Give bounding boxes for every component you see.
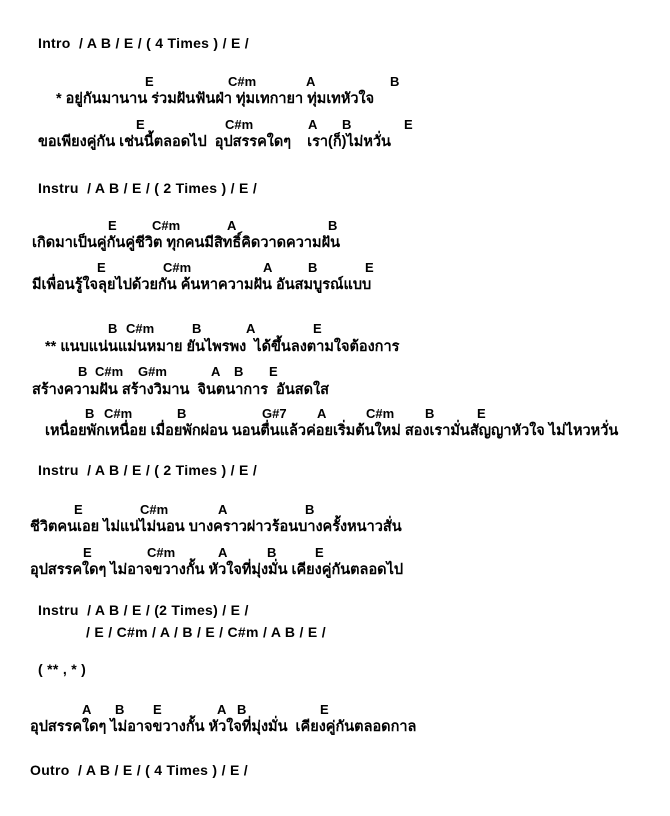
chord-line	[0, 322, 670, 338]
chord: B	[108, 321, 118, 336]
chord-line	[0, 75, 670, 91]
chord: E	[145, 74, 154, 89]
chord: E	[404, 117, 413, 132]
lyric-line: อุปสรรคใดๆ ไม่อาจขวางกั้น หัวใจที่มุ่งมั่น เคียงคู่กันตลอดกาล	[30, 719, 417, 735]
chord: E	[365, 260, 374, 275]
chord: B	[425, 406, 435, 421]
chord: B	[85, 406, 95, 421]
chord: A	[263, 260, 273, 275]
chord: A	[246, 321, 256, 336]
chord-line	[0, 407, 670, 423]
chord: E	[313, 321, 322, 336]
chord: B	[305, 502, 315, 517]
section-label: Instru / A B / E / ( 2 Times ) / E /	[38, 462, 258, 478]
lyric-line: เหนื่อยพักเหนื่อย เมื่อยพักผ่อน นอนตื่นแล้วค่อยเริ่มต้นใหม่ สองเรามั่นสัญญาหัวใจ ไม่ไหวหวั่น	[45, 423, 619, 439]
chord: E	[74, 502, 83, 517]
lyric-line: ขอเพียงคู่กัน เช่นนี้ตลอดไป อุปสรรคใดๆ เรา(ก็)ไม่หวั่น	[38, 134, 391, 150]
chord: B	[78, 364, 88, 379]
chord: G#7	[262, 406, 287, 421]
chord: C#m	[95, 364, 124, 379]
chord-line	[0, 703, 670, 719]
chord: E	[108, 218, 117, 233]
chord: A	[317, 406, 327, 421]
chord: A	[217, 702, 227, 717]
chord: E	[269, 364, 278, 379]
chord: C#m	[126, 321, 155, 336]
chord: B	[115, 702, 125, 717]
chord-line	[0, 219, 670, 235]
chord: E	[153, 702, 162, 717]
chord: B	[237, 702, 247, 717]
chord: E	[315, 545, 324, 560]
chord-line	[0, 118, 670, 134]
section-label: Instru / A B / E / ( 2 Times ) / E /	[38, 180, 258, 196]
chord: E	[97, 260, 106, 275]
chord: C#m	[152, 218, 181, 233]
section-label: Intro / A B / E / ( 4 Times ) / E /	[38, 35, 249, 51]
lyric-line: อุปสรรคใดๆ ไม่อาจขวางกั้น หัวใจที่มุ่งมั่น เคียงคู่กันตลอดไป	[30, 562, 404, 578]
chord: C#m	[147, 545, 176, 560]
lyric-line: * อยู่กันมานาน ร่วมฝันฟันฝ่า ทุ่มเทกายา ทุ่มเทหัวใจ	[56, 91, 375, 107]
lyric-line: มีเพื่อนรู้ใจลุยไปด้วยกัน ค้นหาความฝัน อันสมบูรณ์แบบ	[32, 277, 372, 293]
chord: B	[342, 117, 352, 132]
chord: B	[234, 364, 244, 379]
chord-line	[0, 503, 670, 519]
chord: C#m	[225, 117, 254, 132]
chord: B	[328, 218, 338, 233]
chord: B	[308, 260, 318, 275]
chord-line	[0, 365, 670, 381]
chord: C#m	[228, 74, 257, 89]
chord: C#m	[366, 406, 395, 421]
chord: B	[390, 74, 400, 89]
chord: B	[267, 545, 277, 560]
chord: A	[306, 74, 316, 89]
chord: A	[227, 218, 237, 233]
section-label: Instru / A B / E / (2 Times) / E /	[38, 602, 249, 618]
chord-line	[0, 546, 670, 562]
chord: A	[308, 117, 318, 132]
lyric-line: เกิดมาเป็นคู่กันคู่ชีวิต ทุกคนมีสิทธิ์คิดวาดความฝัน	[32, 235, 340, 251]
chord: E	[320, 702, 329, 717]
chord: A	[82, 702, 92, 717]
lyric-line: ** แนบแน่นแม่นหมาย ยันไพรพง ได้ขึ้นลงตามใจต้องการ	[45, 339, 400, 355]
section-label: Outro / A B / E / ( 4 Times ) / E /	[30, 762, 248, 778]
chord: B	[177, 406, 187, 421]
chord: C#m	[140, 502, 169, 517]
chord: E	[136, 117, 145, 132]
chord: C#m	[163, 260, 192, 275]
chord: E	[83, 545, 92, 560]
chord: C#m	[104, 406, 133, 421]
section-label: / E / C#m / A / B / E / C#m / A B / E /	[86, 624, 326, 640]
chord: A	[211, 364, 221, 379]
chord: E	[477, 406, 486, 421]
lyric-line: ชีวิตคนเอย ไม่แน่ไม่นอน บางคราวผ่าวร้อนบางครั้งหนาวสั่น	[30, 519, 402, 535]
chord-line	[0, 261, 670, 277]
chord: A	[218, 545, 228, 560]
lyric-line: สร้างความฝัน สร้างวิมาน จินตนาการ อันสดใส	[32, 382, 329, 398]
chord: G#m	[138, 364, 167, 379]
chord: A	[218, 502, 228, 517]
chord: B	[192, 321, 202, 336]
section-label: ( ** , * )	[38, 661, 87, 677]
